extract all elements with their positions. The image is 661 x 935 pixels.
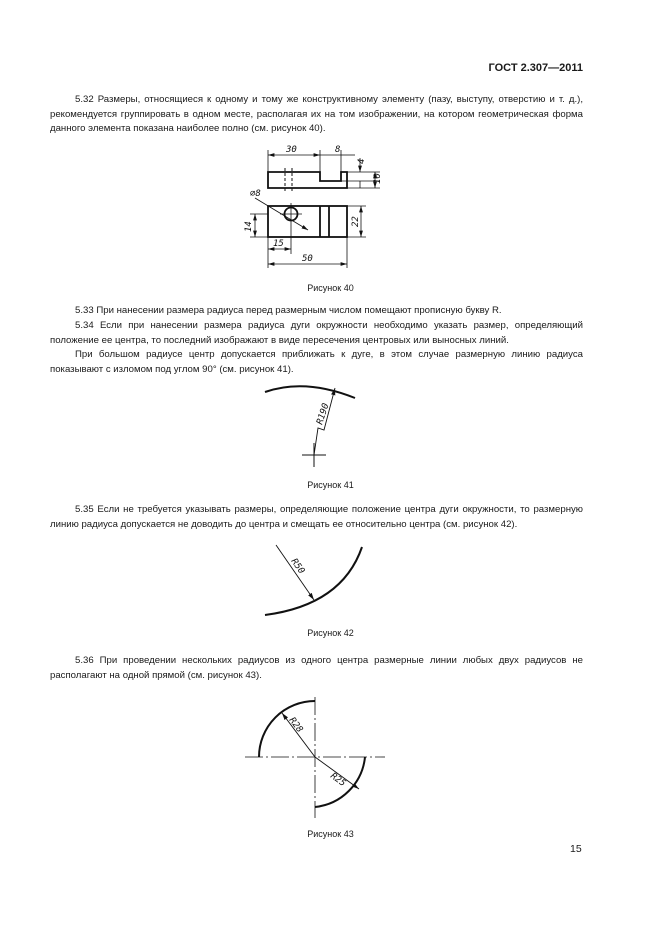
paragraph-5-36: 5.36 При проведении нескольких радиусов из одного центра размерные линии любых двух радиусов не располагают на одной прямой (см. рисунок 43). [50, 655, 583, 681]
label-10: 10 [373, 173, 383, 184]
arc-r28 [259, 701, 315, 757]
arc-r50 [265, 547, 362, 615]
figure-43-caption: Рисунок 43 [307, 829, 354, 839]
paragraph-5-35: 5.35 Если не требуется указывать размеры, определяющие положение центра дуги окружности, то размерную линию радиуса допускается не доводить до центра и смещать ее относительно центра (см. рисунок 42). [50, 504, 583, 530]
paragraph-5-34-cont: При большом радиусе центр допускается приближать к дуге, в этом случае размерную линию радиуса показывают с изломом под углом 90° (см. рисунок 41). [50, 349, 583, 375]
label-30: 30 [286, 145, 297, 155]
label-r28: R28 [286, 715, 305, 735]
figure-40-drawing [250, 150, 380, 268]
figure-42-drawing [265, 545, 362, 615]
figure-41-drawing [265, 386, 355, 467]
paragraph-5-34: 5.34 Если при нанесении размера радиуса дуги окружности необходимо указать размер, определяющий положение ее центра, то последний изображают в виде пересечения центровых или выносных линий. [50, 320, 583, 346]
figure-43-drawing [245, 697, 385, 818]
label-8: 8 [335, 145, 341, 155]
label-50: 50 [302, 254, 313, 264]
page-number: 15 [570, 843, 582, 855]
standard-header: ГОСТ 2.307—2011 [488, 62, 583, 74]
label-4: 4 [357, 158, 367, 164]
label-r190: R190 [315, 402, 332, 426]
radius-line-offset [276, 545, 314, 600]
arc-large-radius [265, 386, 355, 398]
label-22: 22 [351, 216, 361, 227]
label-14: 14 [244, 221, 254, 232]
label-15: 15 [273, 239, 284, 249]
part-top-view [268, 172, 347, 188]
figure-40-labels [244, 145, 383, 264]
figure-40-caption: Рисунок 40 [307, 283, 354, 293]
label-r25: R25 [328, 771, 348, 789]
figure-42-caption: Рисунок 42 [307, 628, 354, 638]
paragraph-5-33: 5.33 При нанесении размера радиуса перед размерным числом помещают прописную букву R. [75, 305, 502, 316]
figure-41-caption: Рисунок 41 [307, 480, 354, 490]
label-r50: R50 [288, 556, 307, 577]
paragraph-5-32: 5.32 Размеры, относящиеся к одному и тому же конструктивному элементу (пазу, выступу, отверстию и т. д.), рекомендуется группировать в одном месте, располагая их на том изображении, на котором геометрическая форма данного элемента показана наиболее полно (см. рисунок 40). [50, 94, 583, 135]
part-front-view [268, 206, 347, 237]
label-dia-8: ⌀8 [250, 189, 261, 199]
